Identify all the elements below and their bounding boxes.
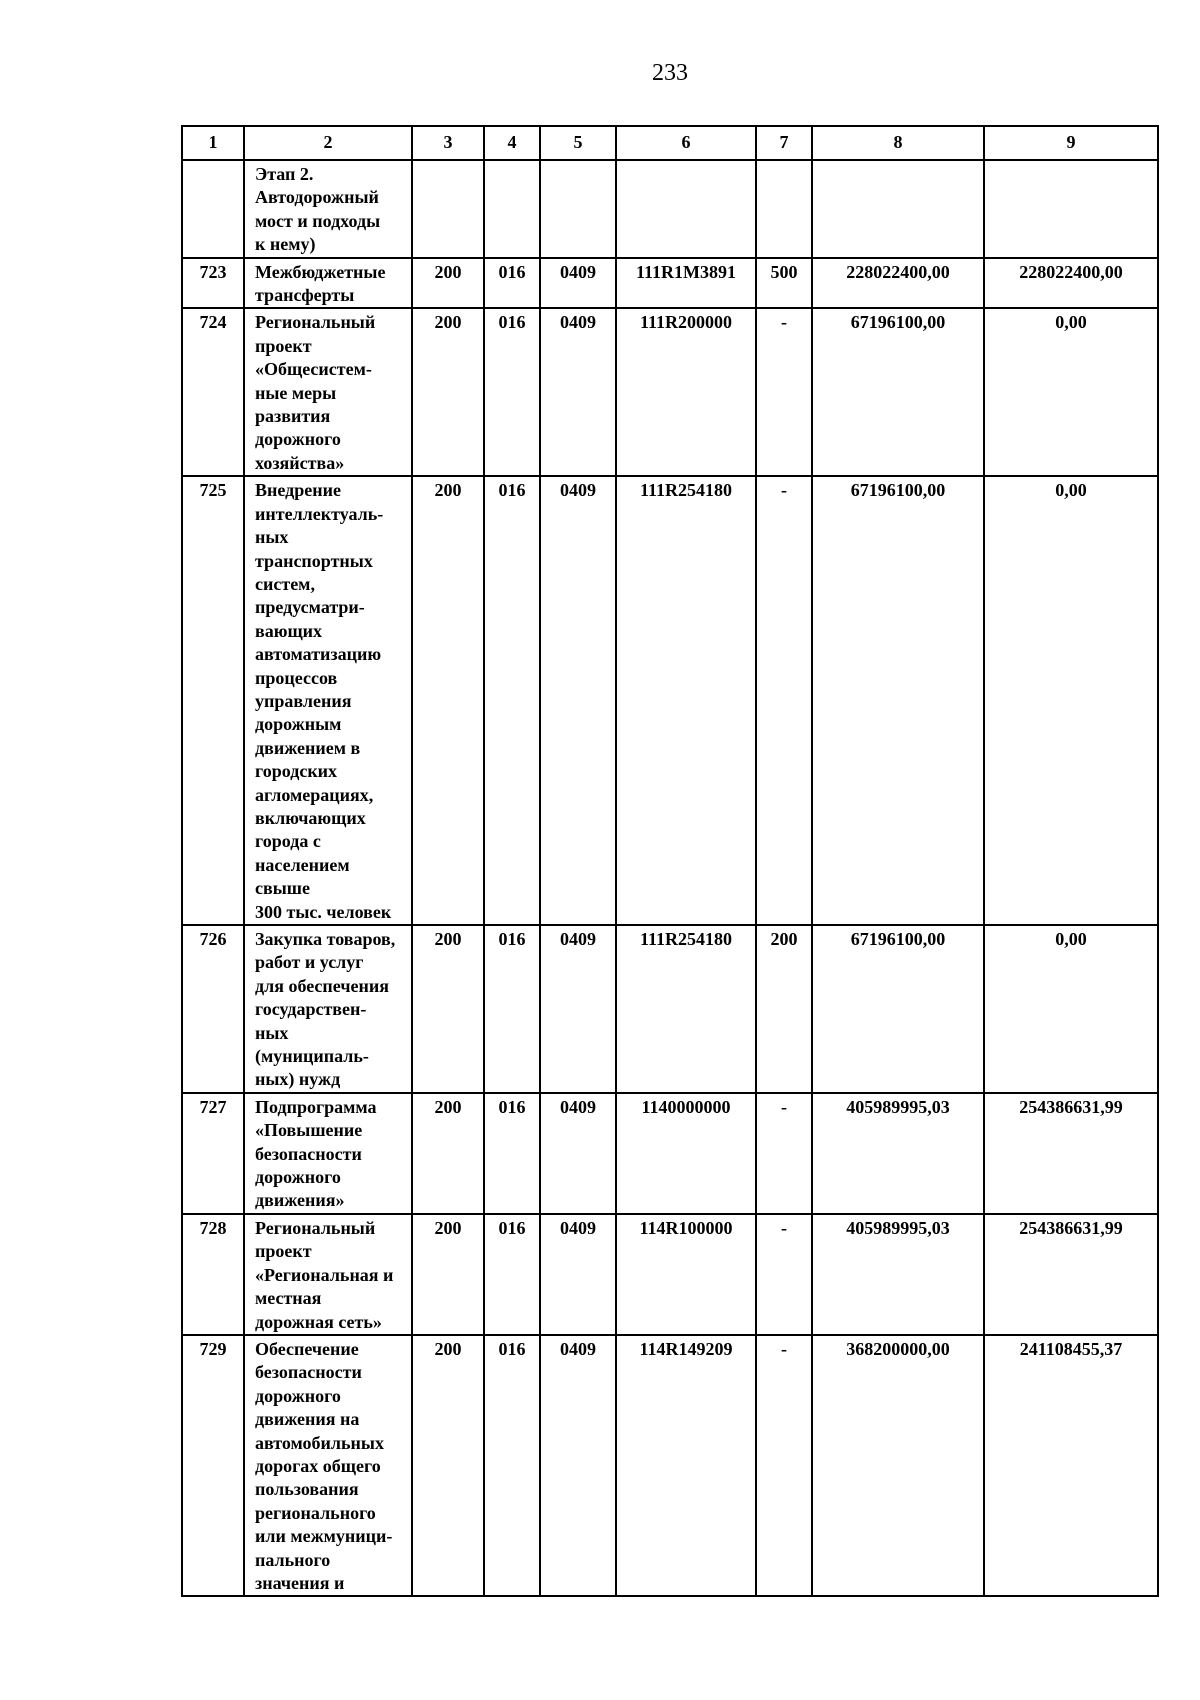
row-name-line: движением в	[255, 737, 361, 758]
row-name-line: дорожная сеть»	[255, 1311, 382, 1332]
col5-cell: 0409	[540, 1335, 616, 1596]
row-name-line: свыше	[255, 878, 310, 899]
row-number: 727	[182, 1093, 244, 1214]
row-name-line: населением	[255, 854, 350, 875]
row-name-line: интеллектуаль-	[255, 503, 384, 524]
row-name-line: хозяйства»	[255, 452, 345, 473]
row-name-line: для обеспечения	[255, 975, 389, 996]
col6-cell: 1140000000	[616, 1093, 756, 1214]
col8-cell: 368200000,00	[812, 1335, 984, 1596]
col4-cell: 016	[484, 1093, 540, 1214]
col3-cell	[412, 160, 484, 258]
header-cell: 3	[412, 126, 484, 160]
col4-cell: 016	[484, 1335, 540, 1596]
row-name	[244, 308, 412, 476]
col4-cell: 016	[484, 308, 540, 476]
row-name-line: Подпрограмма	[255, 1096, 377, 1117]
col7-cell: -	[756, 1093, 812, 1214]
col7-cell: -	[756, 1335, 812, 1596]
row-name-line: городских	[255, 761, 338, 782]
col6-cell: 114R100000	[616, 1214, 756, 1335]
table-row	[182, 308, 1158, 476]
col6-cell: 114R149209	[616, 1335, 756, 1596]
row-name-line: работ и услуг	[255, 952, 364, 973]
col9-cell: 254386631,99	[984, 1093, 1158, 1214]
col9-cell: 228022400,00	[984, 258, 1158, 309]
row-name-line: движения»	[255, 1190, 345, 1211]
col3-cell: 200	[412, 476, 484, 925]
col3-cell: 200	[412, 1214, 484, 1335]
col7-cell: -	[756, 308, 812, 476]
row-name-line: систем,	[255, 573, 315, 594]
header-cell: 6	[616, 126, 756, 160]
row-name	[244, 258, 412, 309]
budget-table	[181, 125, 1159, 1597]
row-number	[182, 160, 244, 258]
col3-cell: 200	[412, 925, 484, 1093]
row-name-line: (муниципаль-	[255, 1046, 369, 1067]
row-name-line: дорожного	[255, 1167, 341, 1188]
row-number: 729	[182, 1335, 244, 1596]
row-name-line: «Общесистем-	[255, 359, 372, 380]
header-cell: 4	[484, 126, 540, 160]
header-row	[182, 126, 1158, 160]
row-name-line: дорожного	[255, 429, 341, 450]
col4-cell: 016	[484, 1214, 540, 1335]
row-name-line: Этап 2.	[255, 164, 314, 184]
col8-cell: 405989995,03	[812, 1093, 984, 1214]
table-row	[182, 1214, 1158, 1335]
row-number: 724	[182, 308, 244, 476]
row-name-line: проект	[255, 335, 312, 356]
row-name-line: города с	[255, 831, 321, 852]
row-name	[244, 476, 412, 925]
col6-cell: 111R1M3891	[616, 258, 756, 309]
col6-cell: 111R254180	[616, 476, 756, 925]
row-name-line: автомобильных	[255, 1432, 384, 1453]
row-name-line: дорогах общего	[255, 1455, 381, 1476]
row-name-line: управления	[255, 690, 352, 711]
header-cell: 5	[540, 126, 616, 160]
row-name-line: вающих	[255, 620, 323, 641]
col5-cell: 0409	[540, 258, 616, 309]
header-cell: 2	[244, 126, 412, 160]
col4-cell: 016	[484, 258, 540, 309]
row-name-line: транспортных	[255, 550, 373, 571]
table-row	[182, 925, 1158, 1093]
row-name-line: Региональный	[255, 1217, 376, 1238]
table-row	[182, 258, 1158, 309]
row-name-line: пользования	[255, 1479, 359, 1500]
row-name-line: процессов	[255, 667, 338, 688]
row-name-line: проект	[255, 1241, 312, 1262]
row-name-line: Внедрение	[255, 480, 341, 501]
row-name-line: дорожным	[255, 714, 342, 735]
col5-cell: 0409	[540, 925, 616, 1093]
col5-cell: 0409	[540, 308, 616, 476]
row-name-line: предусматри-	[255, 597, 365, 618]
row-name-line: ных	[255, 1022, 289, 1043]
row-number: 725	[182, 476, 244, 925]
page-number: 233	[652, 60, 688, 86]
col9-cell: 254386631,99	[984, 1214, 1158, 1335]
col3-cell: 200	[412, 1093, 484, 1214]
row-name-line: безопасности	[255, 1143, 362, 1164]
col8-cell: 67196100,00	[812, 308, 984, 476]
col9-cell: 0,00	[984, 925, 1158, 1093]
row-name-line: значения и	[255, 1572, 345, 1593]
header-cell: 7	[756, 126, 812, 160]
row-name-line: местная	[255, 1288, 322, 1309]
col4-cell: 016	[484, 476, 540, 925]
table-row	[182, 476, 1158, 925]
header-cell: 9	[984, 126, 1158, 160]
col7-cell: 200	[756, 925, 812, 1093]
col8-cell: 67196100,00	[812, 476, 984, 925]
col6-cell: 111R200000	[616, 308, 756, 476]
row-name-line: «Региональная и	[255, 1264, 394, 1285]
col7-cell: 500	[756, 258, 812, 309]
table-row	[182, 1335, 1158, 1596]
row-name-line: ных	[255, 527, 289, 548]
table-row	[182, 160, 1158, 258]
row-number: 726	[182, 925, 244, 1093]
row-name-line: Закупка товаров,	[255, 929, 396, 949]
col8-cell: 228022400,00	[812, 258, 984, 309]
row-name-line: 300 тыс. человек	[255, 901, 392, 922]
row-name-line: регионального	[255, 1502, 376, 1523]
row-name-line: включающих	[255, 807, 366, 828]
col3-cell: 200	[412, 258, 484, 309]
row-name-line: дорожного	[255, 1385, 341, 1406]
row-name-line: ных) нужд	[255, 1069, 341, 1090]
col8-cell	[812, 160, 984, 258]
col9-cell	[984, 160, 1158, 258]
row-name	[244, 1214, 412, 1335]
row-number: 723	[182, 258, 244, 309]
col3-cell: 200	[412, 308, 484, 476]
row-name	[244, 1335, 412, 1596]
row-name	[244, 1093, 412, 1214]
col7-cell	[756, 160, 812, 258]
col5-cell	[540, 160, 616, 258]
col4-cell	[484, 160, 540, 258]
row-name-line: агломерациях,	[255, 784, 374, 805]
row-name-line: автоматизацию	[255, 644, 382, 665]
col6-cell: 111R254180	[616, 925, 756, 1093]
col8-cell: 405989995,03	[812, 1214, 984, 1335]
row-name-line: Межбюджетные	[255, 261, 386, 282]
row-name-line: Обеспечение	[255, 1338, 359, 1359]
row-name-line: развития	[255, 406, 331, 427]
row-name-line: Региональный	[255, 312, 376, 333]
col5-cell: 0409	[540, 1214, 616, 1335]
col7-cell: -	[756, 476, 812, 925]
row-name-line: или межмуници-	[255, 1526, 393, 1547]
col8-cell: 67196100,00	[812, 925, 984, 1093]
row-name-line: к нему)	[255, 234, 316, 255]
row-name	[244, 925, 412, 1093]
header-cell: 1	[182, 126, 244, 160]
row-name-line: «Повышение	[255, 1120, 363, 1141]
col7-cell: -	[756, 1214, 812, 1335]
col6-cell	[616, 160, 756, 258]
row-name	[244, 160, 412, 258]
row-name-line: Автодорожный	[255, 187, 379, 208]
table-row	[182, 1093, 1158, 1214]
row-name-line: пального	[255, 1549, 331, 1570]
col9-cell: 0,00	[984, 476, 1158, 925]
row-name-line: мост и подходы	[255, 210, 381, 231]
col5-cell: 0409	[540, 1093, 616, 1214]
row-name-line: движения на	[255, 1409, 360, 1430]
col9-cell: 0,00	[984, 308, 1158, 476]
col3-cell: 200	[412, 1335, 484, 1596]
row-name-line: трансферты	[255, 285, 355, 306]
row-name-line: безопасности	[255, 1362, 362, 1383]
col4-cell: 016	[484, 925, 540, 1093]
col5-cell: 0409	[540, 476, 616, 925]
row-number: 728	[182, 1214, 244, 1335]
row-name-line: ные меры	[255, 382, 337, 403]
col9-cell: 241108455,37	[984, 1335, 1158, 1596]
row-name-line: государствен-	[255, 999, 367, 1020]
header-cell: 8	[812, 126, 984, 160]
